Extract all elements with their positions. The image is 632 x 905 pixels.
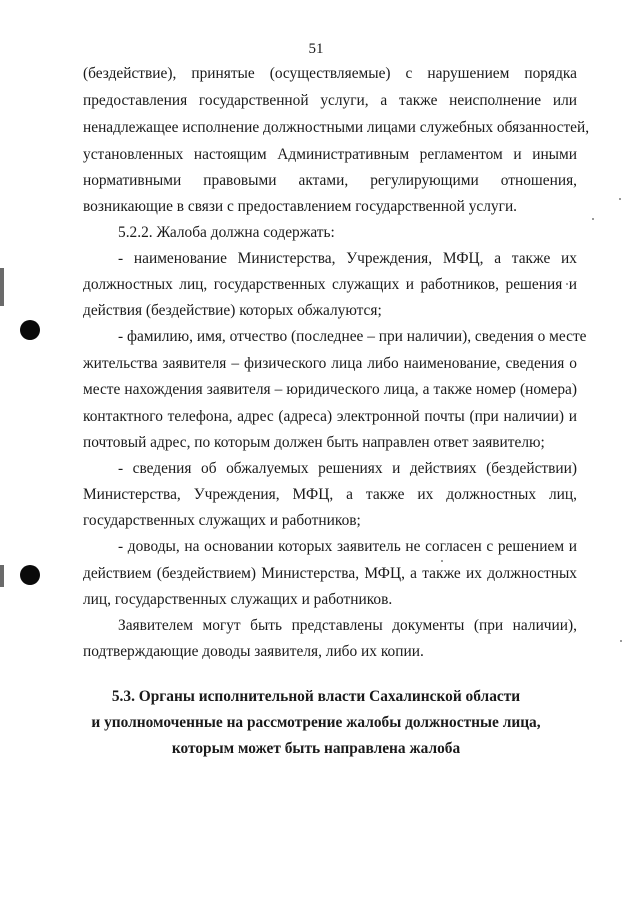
section-heading-line: 5.3. Органы исполнительной власти Сахалинской области — [111, 688, 521, 705]
text-line: - наименование Министерства, Учреждения, МФЦ, а также их — [118, 250, 577, 267]
text-line: 5.2.2. Жалоба должна содержать: — [118, 224, 335, 241]
text-line: жительства заявителя – физического лица либо наименование, сведения о — [83, 355, 577, 372]
text-line: почтовый адрес, по которым должен быть направлен ответ заявителю; — [83, 434, 545, 451]
scan-speck — [619, 198, 621, 200]
text-line: ненадлежащее исполнение должностными лицами служебных обязанностей, — [83, 119, 590, 136]
section-heading-line: которым может быть направлена жалоба — [171, 740, 461, 757]
scan-speck — [620, 640, 622, 642]
text-line: подтверждающие доводы заявителя, либо их копии. — [83, 643, 424, 660]
scan-edge-mark — [0, 268, 4, 306]
page-number: 51 — [308, 41, 324, 57]
text-line: нормативными правовыми актами, регулирующими отношения, — [83, 172, 577, 189]
text-line: возникающие в связи с предоставлением государственной услуги. — [83, 198, 518, 215]
text-line: действия (бездействие) которых обжалуются; — [83, 302, 382, 319]
text-line: Министерства, Учреждения, МФЦ, а также их должностных лиц, — [83, 486, 577, 503]
text-line: установленных настоящим Административным регламентом и иными — [83, 146, 577, 163]
text-line: - фамилию, имя, отчество (последнее – при наличии), сведения о месте — [118, 328, 587, 345]
scan-edge-mark — [0, 565, 4, 587]
text-line: месте нахождения заявителя – юридического лица, а также номер (номера) — [83, 381, 577, 398]
scan-speck — [592, 218, 594, 220]
text-line: контактного телефона, адрес (адреса) электронной почты (при наличии) и — [83, 408, 577, 425]
punch-hole — [20, 320, 40, 340]
text-line: действием (бездействием) Министерства, МФЦ, а также их должностных — [83, 565, 577, 582]
text-line: предоставления государственной услуги, а также неисполнение или — [83, 92, 577, 109]
punch-hole — [20, 565, 40, 585]
text-line: государственных служащих и работников; — [83, 512, 361, 529]
text-line: лиц, государственных служащих и работников. — [83, 591, 393, 608]
text-line: Заявителем могут быть представлены документы (при наличии), — [118, 617, 577, 634]
text-line: - сведения об обжалуемых решениях и действиях (бездействии) — [118, 460, 577, 477]
text-line: (бездействие), принятые (осуществляемые) с нарушением порядка — [83, 65, 577, 82]
text-line: должностных лиц, государственных служащих и работников, решения и — [83, 276, 577, 293]
section-heading-line: и уполномоченные на рассмотрение жалобы должностные лица, — [91, 714, 541, 731]
text-line: - доводы, на основании которых заявитель не согласен с решением и — [118, 538, 577, 555]
